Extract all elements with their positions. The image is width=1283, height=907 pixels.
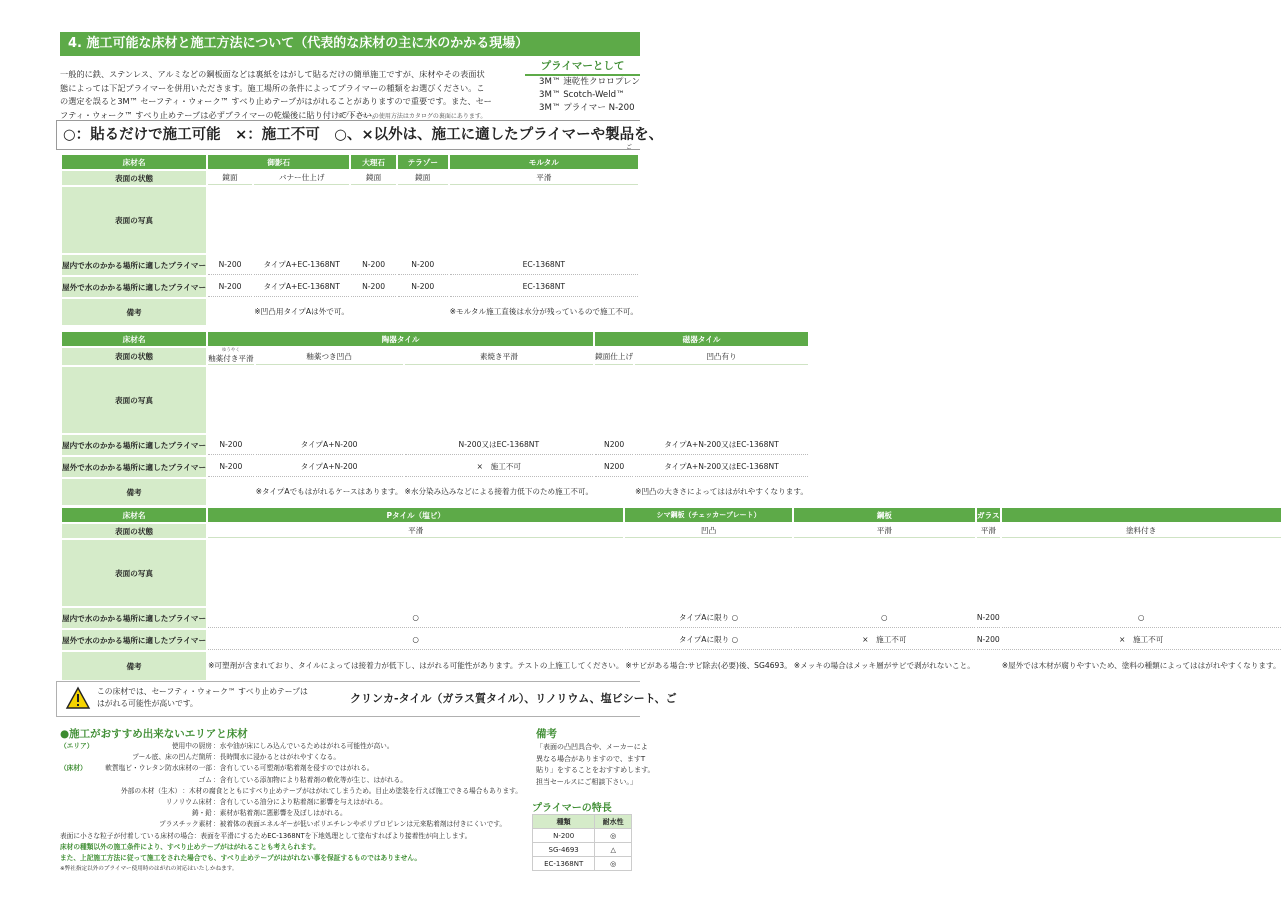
features-title: プライマーの特長 [532,803,612,814]
remark: ※メッキの場合はメッキ層がサビで剥がれないこと。 [794,652,975,680]
remark [208,479,254,505]
rec-tag [60,775,100,786]
rec-value: ：含有している添加物により粘着剤の軟化等が生じ、はがれる。 [213,775,407,784]
primer-item: 3M™ プライマー N-200 [539,103,635,113]
row-label-photo: 表面の写真 [62,367,206,433]
primer-item: 3M™ 速乾性クロロプレン [539,77,640,87]
outdoor-primer: タイプA+N-200 [256,457,403,477]
row-label-photo: 表面の写真 [62,540,206,606]
material-name: 陶器タイル [208,332,593,346]
material-name: テラゾー [398,155,448,169]
rec-key: 使用中の厨房 [171,742,212,750]
remark: ※凹凸用タイプAは外で可。 [254,299,349,325]
remark: ※可塑剤が含まれており、タイルによっては接着力が低下し、はがれる可能性があります。テストの上施工してください。 [208,652,623,680]
outdoor-primer: N-200 [208,277,252,297]
rec-tag [60,752,100,763]
indoor-primer: N-200又はEC-1368NT [405,435,594,455]
row-label-outdoor: 屋外で水のかかる場所に適したプライマー [62,630,206,650]
rec-row [60,786,522,797]
material-name: 大理石 [351,155,396,169]
rec-row [60,752,522,763]
row-label-indoor: 屋内で水のかかる場所に適したプライマー [62,608,206,628]
indoor-primer: ○ [208,608,623,628]
remark: ※屋外では木材が腐りやすいため、塗料の種類によってははがれやすくなります。 [1002,652,1281,680]
outdoor-primer: × 施工不可 [794,630,975,650]
row-label-material: 床材名 [62,508,206,522]
indoor-primer: タイプA+N-200 [256,435,403,455]
indoor-primer: N-200 [351,255,396,275]
remarks-line: 「表面の凸凹具合や、メーカーによ [536,743,648,751]
row-label-surface: 表面の状態 [62,171,206,185]
row-label-remarks: 備考 [62,479,206,505]
surface-state: 凹凸有り [635,348,808,365]
rec-key: プラスチック素材 [159,820,212,829]
rec-row [60,808,522,819]
surface-state: 鏡面 [398,171,448,185]
surface-state: 平滑 [977,524,1000,538]
rec-tag: （床材） [60,764,87,773]
row-label-outdoor: 屋外で水のかかる場所に適したプライマー [62,457,206,477]
features-cell: ◎ [595,829,632,843]
material-name: 鋼板 [794,508,975,522]
legend-bar: ○：貼るだけで施工可能 ×：施工不可 ○、×以外は、施工に適したプライマーや製品を、 [56,120,640,150]
primer-item: 3M™ Scotch-Weld™ [539,90,625,100]
legend-sub: ご [626,144,633,151]
material-name: ガラス [977,508,1000,522]
row-label-indoor: 屋内で水のかかる場所に適したプライマー [62,255,206,275]
rec-row [60,741,522,752]
remark [398,299,448,325]
rec-row [60,819,522,830]
intro-line: 一般的に鉄、ステンレス、アルミなどの鋼板面などは裏紙をはがして貼るだけの簡単施工ですが、床材やその表面状 [60,69,485,79]
not-recommended-list [60,741,522,875]
outdoor-primer: × 施工不可 [1002,630,1281,650]
outdoor-primer: N-200 [208,457,254,477]
remark: ※モルタル施工直後は水分が残っているので施工不可。 [450,299,638,325]
features-cell: N-200 [533,829,595,843]
rec-tag [60,797,100,808]
primer-usage-note: ※プライマーの使用方法はカタログの裏面にあります。 [338,113,487,120]
material-name: Pタイル（塩ビ） [208,508,623,522]
indoor-primer: タイプA+EC-1368NT [254,255,349,275]
rec-line: 表面に小さな粒子が付着している床材の場合：表面を平滑にするためEC-1368NTを下地処理として塗布すればより接着性が向上します。 [60,831,472,840]
surface-state: バナー仕上げ [254,171,349,185]
material-name: モルタル [450,155,638,169]
outdoor-primer: タイプAに限り ○ [625,630,791,650]
rec-line: また、上記施工方法に従って施工をされた場合でも、すべり止めテープがはがれない事を保証するものではありません。 [60,854,422,863]
rec-key: 外部の木材（生木） [121,786,182,795]
rec-key: 軟質塩ビ・ウレタン防水床材の一部 [105,764,212,773]
not-recommended-title: ●施工がおすすめ出来ないエリアと床材 [60,728,248,740]
row-label-outdoor: 屋外で水のかかる場所に適したプライマー [62,277,206,297]
outdoor-primer: ○ [208,630,623,650]
rec-key: プール底、床の凹んだ箇所 [132,753,212,762]
remarks-title: 備考 [536,728,557,740]
rec-value: ：被着体の表面エネルギーが低いポリエチレンやポリプロピレンは元来粘着剤は付きにくいです。 [213,820,507,829]
remark [977,652,1000,680]
rec-line: ※弊社指定以外のプライマー使用時のはがれの対応はいたしかねます。 [60,866,238,873]
surface-state: 塗料付き [1002,524,1281,538]
material-name: シマ鋼板（チェッカープレート） [625,508,791,522]
rec-tag: （エリア） [60,742,94,750]
outdoor-primer: × 施工不可 [405,457,594,477]
remarks-line: 貼り」をすることをおすすめします。 [536,766,655,774]
remarks-line: 担当セールスにご相談下さい。」 [536,777,637,786]
features-cell: ◎ [595,857,632,871]
warning-materials: クリンカ-タイル（ガラス質タイル）、リノリウム、塩ビシート、ご [350,692,677,705]
warning-line: はがれる可能性が高いです。 [97,699,198,708]
rec-value: ：長時間水に浸かるとはがれやすくなる。 [213,753,341,762]
material-name [1002,508,1281,522]
rec-value: ：素材が粘着剤に悪影響を及ぼしはがれる。 [213,809,347,818]
rec-key: ゴム [198,775,212,784]
warning-text [97,686,337,710]
warning-line: この床材では、セーフティ・ウォーク™ すべり止めテープは [97,687,308,696]
surface-state: 平滑 [450,171,638,185]
surface-state: 凹凸 [625,524,791,538]
rec-value: ：水や油が床にしみ込んでいるためはがれる可能性が高い。 [213,742,394,750]
remark: ※タイプAでもはがれるケースはあります。 [256,479,403,505]
intro-line: 態によっては下記プライマーを併用いただきます。施工場所の条件によってプライマーの種類をお選びください。こ [60,82,485,93]
outdoor-primer: EC-1368NT [450,277,638,297]
remark: ※凹凸の大きさによってははがれやすくなります。 [635,479,808,505]
row-label-surface: 表面の状態 [62,348,206,365]
surface-state: 釉薬つき凹凸 [256,348,403,365]
features-header: 耐水性 [595,815,632,829]
rec-key: リノリウム床材 [165,798,212,807]
material-table-sheet [60,506,1283,682]
surface-state: 平滑 [794,524,975,538]
remark: ※水分染み込みなどによる接着力低下のため施工不可。 [405,479,594,505]
rec-row [60,797,522,808]
intro-line: フティ・ウォーク™ すべり止めテープは必ずプライマーの乾燥後に貼り付けて下さい。 [60,109,381,120]
warning-icon [66,687,90,709]
remarks-line: 異なる場合がありますので、ますT [536,754,646,763]
surface-state: 鏡面仕上げ [595,348,633,365]
outdoor-primer: N-200 [977,630,1000,650]
outdoor-primer: タイプA+EC-1368NT [254,277,349,297]
surface-state: 素焼き平滑 [405,348,594,365]
rec-tag [60,808,100,819]
surface-state: 鏡面 [208,171,252,185]
indoor-primer: タイプAに限り ○ [625,608,791,628]
primer-box-title: プライマーとして [525,58,640,76]
section-banner: 4. 施工可能な床材と施工方法について（代表的な床材の主に水のかかる現場） [60,32,640,56]
remark [208,299,252,325]
intro-line: の選定を誤ると3M™ セーフティ・ウォーク™ すべり止めテープがはがれることがありますので重要です。また、セー [60,96,492,107]
indoor-primer: ○ [794,608,975,628]
features-header: 種類 [533,815,595,829]
indoor-primer: N-200 [208,435,254,455]
rec-value: ：含有している油分により粘着剤に影響を与えはがれる。 [213,798,387,807]
rec-tag [60,786,69,797]
remark: ※サビがある場合:サビ除去(必要)後、SG4693。 [625,652,791,680]
indoor-primer: ○ [1002,608,1281,628]
remark [351,299,396,325]
outdoor-primer: N-200 [351,277,396,297]
remark [595,479,633,505]
features-cell: EC-1368NT [533,857,595,871]
rec-row [60,763,522,774]
ruby-text: ゆうやく [221,348,240,353]
indoor-primer: N-200 [977,608,1000,628]
indoor-primer: タイプA+N-200又はEC-1368NT [635,435,808,455]
surface-state: 鏡面 [351,171,396,185]
rec-key: 鋳・鉛 [191,809,212,818]
material-name: 磁器タイル [595,332,808,346]
rec-line: 床材の種類以外の施工条件により、すべり止めテープがはがれることも考えられます。 [60,842,320,851]
outdoor-primer: N-200 [398,277,448,297]
remarks-body [536,742,655,788]
material-table-tile [60,330,810,507]
row-label-photo: 表面の写真 [62,187,206,253]
indoor-primer: N-200 [208,255,252,275]
row-label-indoor: 屋内で水のかかる場所に適したプライマー [62,435,206,455]
row-label-material: 床材名 [62,332,206,346]
row-label-remarks: 備考 [62,652,206,680]
outdoor-primer: タイプA+N-200又はEC-1368NT [635,457,808,477]
indoor-primer: N-200 [398,255,448,275]
indoor-primer: EC-1368NT [450,255,638,275]
primer-box [525,58,640,116]
row-label-remarks: 備考 [62,299,206,325]
material-name: 御影石 [208,155,349,169]
rec-tag [60,819,100,830]
outdoor-primer: N200 [595,457,633,477]
rec-value: ：木材の腐食とともにすべり止めテープがはがれてしまうため。目止め塗装を行えば施工できる場合もあります。 [182,786,522,795]
rec-row [60,775,522,786]
material-table-stone [60,153,640,327]
rec-value: ：含有している可塑剤が粘着剤を侵すのではがれる。 [213,764,374,773]
row-label-material: 床材名 [62,155,206,169]
features-cell: SG-4693 [533,843,595,857]
row-label-surface: 表面の状態 [62,524,206,538]
features-table [532,814,632,871]
surface-state [208,348,254,365]
surface-state-text: 釉薬付き平滑 [208,354,254,363]
features-cell: △ [595,843,632,857]
surface-state: 平滑 [208,524,623,538]
indoor-primer: N200 [595,435,633,455]
